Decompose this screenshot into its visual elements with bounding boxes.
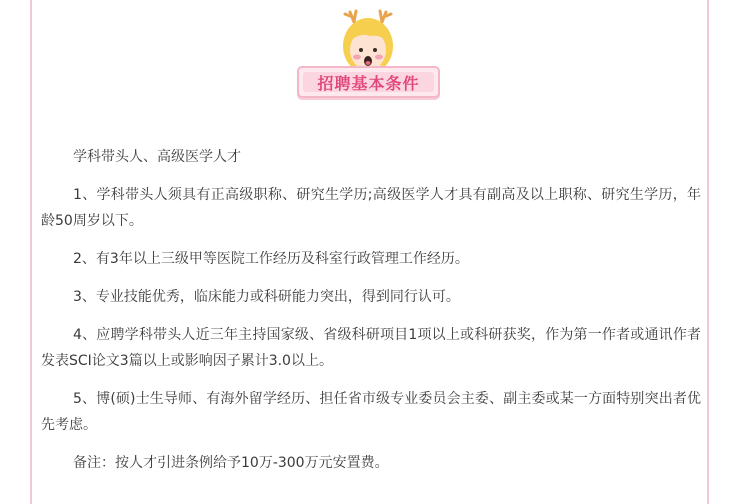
left-border-line (30, 0, 32, 504)
requirement-item-1: 1、学科带头人须具有正高级职称、研究生学历;高级医学人才具有副高及以上职称、研究生学历，年龄50周岁以下。 (41, 187, 701, 229)
title-badge (297, 66, 440, 98)
requirement-item-2: 2、有3年以上三级甲等医院工作经历及科室行政管理工作经历。 (73, 251, 469, 267)
right-border-line (707, 0, 709, 504)
requirements-content (41, 144, 701, 488)
requirement-item-4: 4、应聘学科带头人近三年主持国家级、省级科研项目1项以上或科研获奖，作为第一作者或通讯作者发表SCI论文3篇以上或影响因子累计3.0以上。 (41, 327, 701, 369)
requirement-item-3: 3、专业技能优秀，临床能力或科研能力突出，得到同行认可。 (73, 289, 460, 305)
page-title: 招聘基本条件 (317, 73, 420, 93)
note-text: 备注：按人才引进条例给予10万-300万元安置费。 (73, 455, 389, 471)
section-heading: 学科带头人、高级医学人才 (73, 149, 241, 165)
requirement-item-5: 5、博(硕)士生导师、有海外留学经历、担任省市级专业委员会主委、副主委或某一方面特别突出者优先考虑。 (41, 391, 701, 433)
